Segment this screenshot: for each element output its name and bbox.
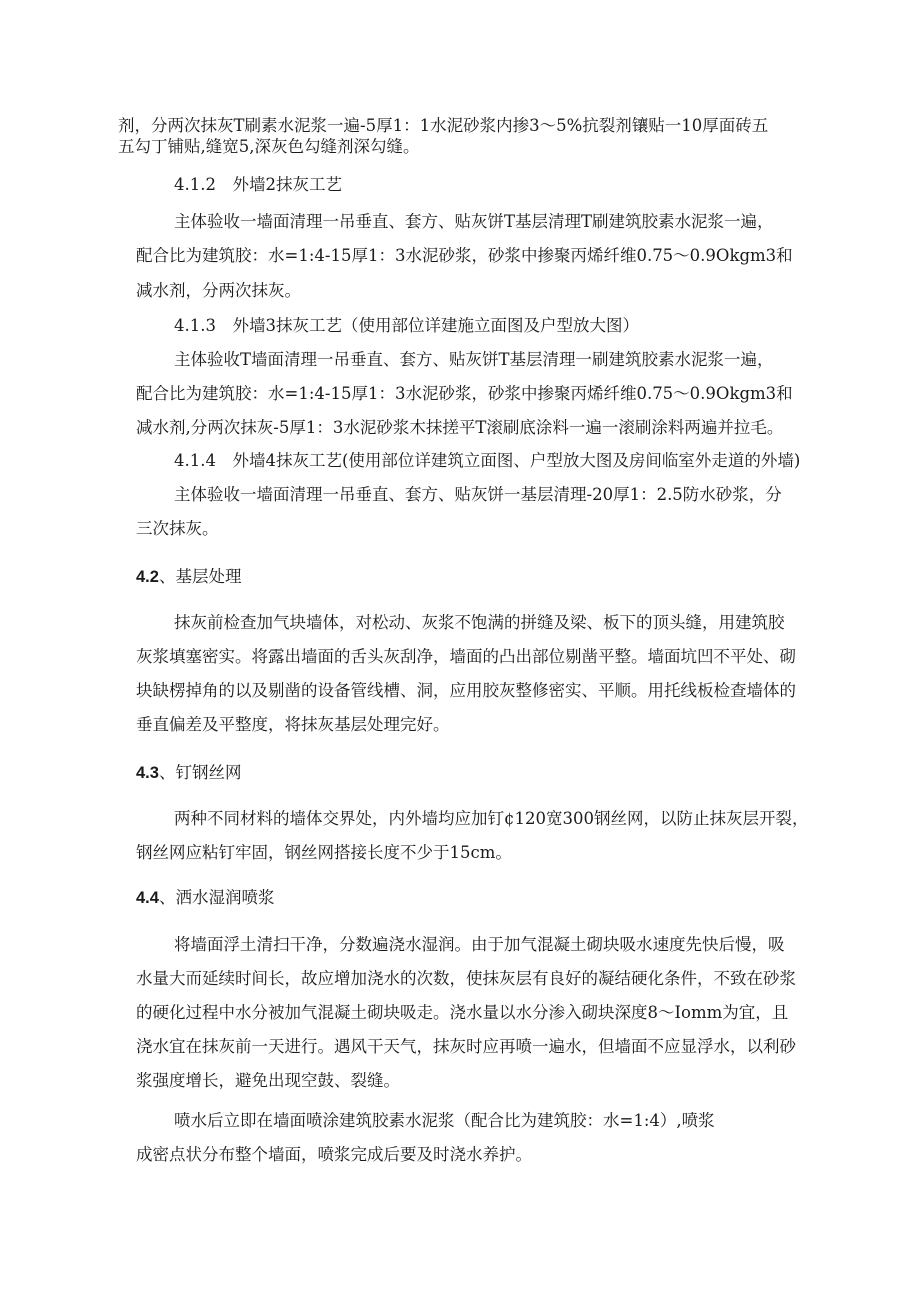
- section-title: 、钉钢丝网: [158, 763, 242, 782]
- paragraph-line: 剂，分两次抹灰T刷素水泥浆一遍-5厚1：1水泥砂浆内掺3～5%抗裂剂镶贴一10厚面砖五: [118, 116, 769, 135]
- paragraph-line: 主体验收一墙面清理一吊垂直、套方、贴灰饼一基层清理-20厚1：2.5防水砂浆，分: [174, 485, 782, 504]
- paragraph-line: 水量大而延续时间长，故应增加浇水的次数，使抹灰层有良好的凝结硬化条件，不致在砂浆: [136, 969, 796, 988]
- paragraph-line: 浆强度增长，避免出现空鼓、裂缝。: [136, 1071, 400, 1090]
- paragraph-line: 减水剂，分两次抹灰。: [136, 281, 301, 300]
- section-heading-4-4: [136, 887, 274, 909]
- section-title: 、洒水湿润喷浆: [158, 888, 275, 907]
- section-number: 4.3: [136, 764, 159, 782]
- paragraph-line: 垂直偏差及平整度，将抹灰基层处理完好。: [136, 715, 450, 734]
- paragraph-line: 成密点状分布整个墙面，喷浆完成后要及时浇水养护。: [136, 1145, 532, 1164]
- paragraph-line: 五勾丁铺贴,缝宽5,深灰色勾缝剂深勾缝。: [118, 137, 420, 156]
- paragraph-line: 主体验收T墙面清理一吊垂直、套方、贴灰饼T基层清理一刷建筑胶素水泥浆一遍，: [174, 350, 774, 369]
- paragraph-line: 灰浆填塞密实。将露出墙面的舌头灰刮净，墙面的凸出部位剔凿平整。墙面坑凹不平处、砌: [136, 647, 796, 666]
- paragraph-line: 两种不同材料的墙体交界处，内外墙均应加钉¢120宽300钢丝网，以防止抹灰层开裂，: [174, 809, 809, 828]
- section-heading-4-3: [136, 762, 241, 784]
- subsection-title-4-1-3: 4.1.3 外墙3抹灰工艺（使用部位详建施立面图及户型放大图）: [174, 316, 639, 335]
- paragraph-line: 配合比为建筑胶：水=1:4-15厚1：3水泥砂浆，砂浆中掺聚丙烯纤维0.75～0.9Okgm3和: [136, 246, 793, 265]
- subsection-title-4-1-4: 4.1.4 外墙4抹灰工艺(使用部位详建筑立面图、户型放大图及房间临室外走道的外墙): [174, 451, 801, 470]
- paragraph-line: 三次抹灰。: [136, 519, 219, 538]
- paragraph-line: 块缺楞掉角的以及剔凿的设备管线槽、洞，应用胶灰整修密实、平顺。用托线板检查墙体的: [136, 681, 796, 700]
- paragraph-line: 浇水宜在抹灰前一天进行。遇风干天气，抹灰时应再喷一遍水，但墙面不应显浮水，以利砂: [136, 1037, 796, 1056]
- paragraph-line: 的硬化过程中水分被加气混凝土砌块吸走。浇水量以水分渗入砌块深度8～Iomm为宜，且: [136, 1003, 789, 1022]
- section-title: 、基层处理: [158, 567, 242, 586]
- paragraph-line: 主体验收一墙面清理一吊垂直、套方、贴灰饼T基层清理T刷建筑胶素水泥浆一遍，: [174, 212, 774, 231]
- paragraph-line: 配合比为建筑胶：水=1:4-15厚1：3水泥砂浆，砂浆中掺聚丙烯纤维0.75～0.9Okgm3和: [136, 384, 793, 403]
- paragraph-line: 钢丝网应粘钉牢固，钢丝网搭接长度不少于15cm。: [136, 843, 512, 862]
- paragraph-line: 抹灰前检查加气块墙体，对松动、灰浆不饱满的拼缝及梁、板下的顶头缝，用建筑胶: [174, 613, 785, 632]
- subsection-title-4-1-2: 4.1.2 外墙2抹灰工艺: [174, 175, 342, 194]
- paragraph-line: 减水剂,分两次抹灰-5厚1：3水泥砂浆木抹搓平T滚刷底涂料一遍一滚刷涂料两遍并拉毛。: [136, 418, 784, 437]
- section-heading-4-2: [136, 566, 241, 588]
- paragraph-line: 喷水后立即在墙面喷涂建筑胶素水泥浆（配合比为建筑胶：水=1:4）,喷浆: [174, 1111, 715, 1130]
- section-number: 4.2: [136, 568, 159, 586]
- paragraph-line: 将墙面浮土清扫干净，分数遍浇水湿润。由于加气混凝土砌块吸水速度先快后慢，吸: [174, 935, 785, 954]
- section-number: 4.4: [136, 889, 159, 907]
